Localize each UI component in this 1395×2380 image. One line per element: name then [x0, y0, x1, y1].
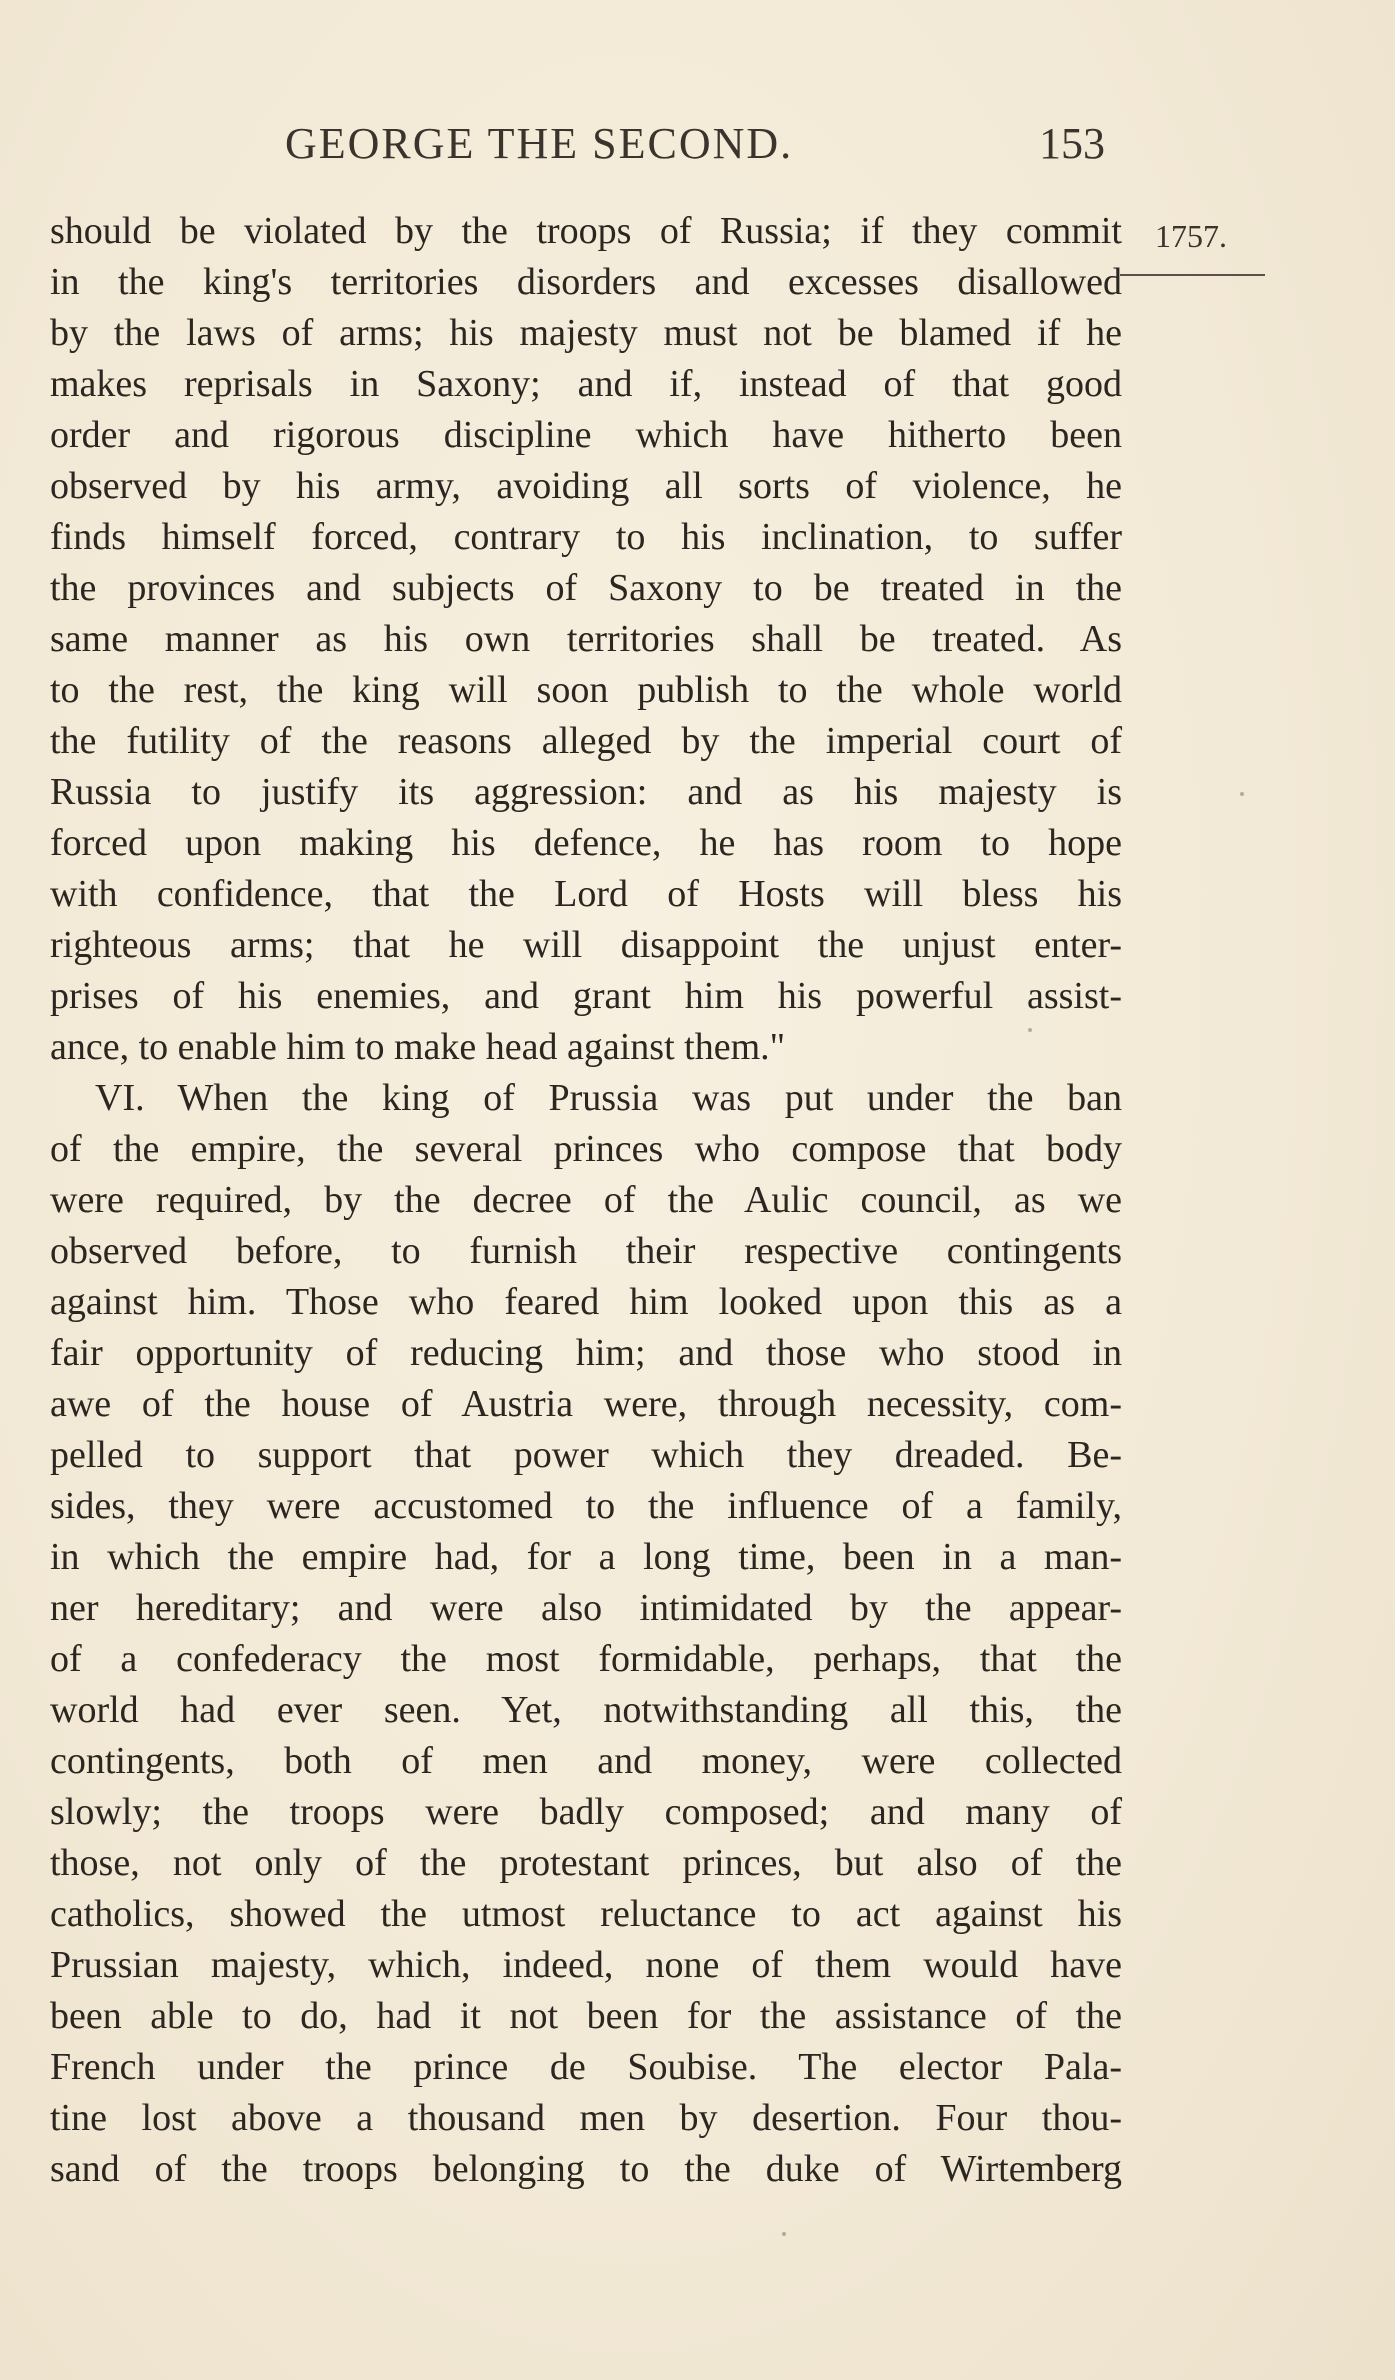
paper-speck — [1240, 792, 1244, 796]
section-start-line: VI. When the king of Prussia was put under the ban — [95, 1077, 1122, 1119]
paper-speck — [1028, 1028, 1032, 1032]
margin-year-note: 1757. — [1155, 218, 1227, 254]
text-line: forced upon making his defence, he has room to hope — [50, 822, 1122, 864]
text-line: with confidence, that the Lord of Hosts will bless his — [50, 873, 1122, 915]
text-line: of a confederacy the most formidable, perhaps, that the — [50, 1638, 1122, 1680]
text-line: ner hereditary; and were also intimidated by the appear- — [50, 1587, 1122, 1629]
text-line: of the empire, the several princes who compose that body — [50, 1128, 1122, 1170]
page-number: 153 — [1039, 119, 1105, 168]
text-line: in which the empire had, for a long time, been in a man- — [50, 1536, 1122, 1578]
paper-speck — [782, 2232, 786, 2236]
text-line: by the laws of arms; his majesty must not be blamed if he — [50, 312, 1122, 354]
text-line: righteous arms; that he will disappoint the unjust enter- — [50, 924, 1122, 966]
margin-rule — [1120, 274, 1265, 276]
text-line: finds himself forced, contrary to his inclination, to suffer — [50, 516, 1122, 558]
text-line: tine lost above a thousand men by desertion. Four thou- — [50, 2097, 1122, 2139]
text-line: catholics, showed the utmost reluctance to act against his — [50, 1893, 1122, 1935]
text-line: in the king's territories disorders and excesses disallowed — [50, 261, 1122, 303]
text-line: been able to do, had it not been for the assistance of the — [50, 1995, 1122, 2037]
text-line: contingents, both of men and money, were collected — [50, 1740, 1122, 1782]
text-line: should be violated by the troops of Russia; if they commit — [50, 210, 1122, 252]
text-line: slowly; the troops were badly composed; and many of — [50, 1791, 1122, 1833]
text-line: were required, by the decree of the Aulic council, as we — [50, 1179, 1122, 1221]
text-line: French under the prince de Soubise. The elector Pala- — [50, 2046, 1122, 2088]
text-line: observed by his army, avoiding all sorts of violence, he — [50, 465, 1122, 507]
text-line: to the rest, the king will soon publish to the whole world — [50, 669, 1122, 711]
text-line: fair opportunity of reducing him; and those who stood in — [50, 1332, 1122, 1374]
text-line: Russia to justify its aggression: and as his majesty is — [50, 771, 1122, 813]
text-line: sides, they were accustomed to the influence of a family, — [50, 1485, 1122, 1527]
text-line: prises of his enemies, and grant him his powerful assist- — [50, 975, 1122, 1017]
text-line: same manner as his own territories shall be treated. As — [50, 618, 1122, 660]
body-text — [50, 206, 1122, 2195]
page-header — [285, 118, 1105, 178]
text-line: ance, to enable him to make head against them." — [50, 1026, 786, 1068]
text-line: makes reprisals in Saxony; and if, instead of that good — [50, 363, 1122, 405]
text-line: world had ever seen. Yet, notwithstanding all this, the — [50, 1689, 1122, 1731]
text-line: the provinces and subjects of Saxony to be treated in the — [50, 567, 1122, 609]
running-head: GEORGE THE SECOND. — [285, 119, 794, 168]
text-line: pelled to support that power which they dreaded. Be- — [50, 1434, 1122, 1476]
text-line: the futility of the reasons alleged by the imperial court of — [50, 720, 1122, 762]
text-line: those, not only of the protestant princes, but also of the — [50, 1842, 1122, 1884]
text-line: observed before, to furnish their respective contingents — [50, 1230, 1122, 1272]
text-line: order and rigorous discipline which have hitherto been — [50, 414, 1122, 456]
text-line: awe of the house of Austria were, through necessity, com- — [50, 1383, 1122, 1425]
text-line: Prussian majesty, which, indeed, none of them would have — [50, 1944, 1122, 1986]
text-line: against him. Those who feared him looked upon this as a — [50, 1281, 1122, 1323]
text-line: sand of the troops belonging to the duke of Wirtemberg — [50, 2148, 1122, 2190]
